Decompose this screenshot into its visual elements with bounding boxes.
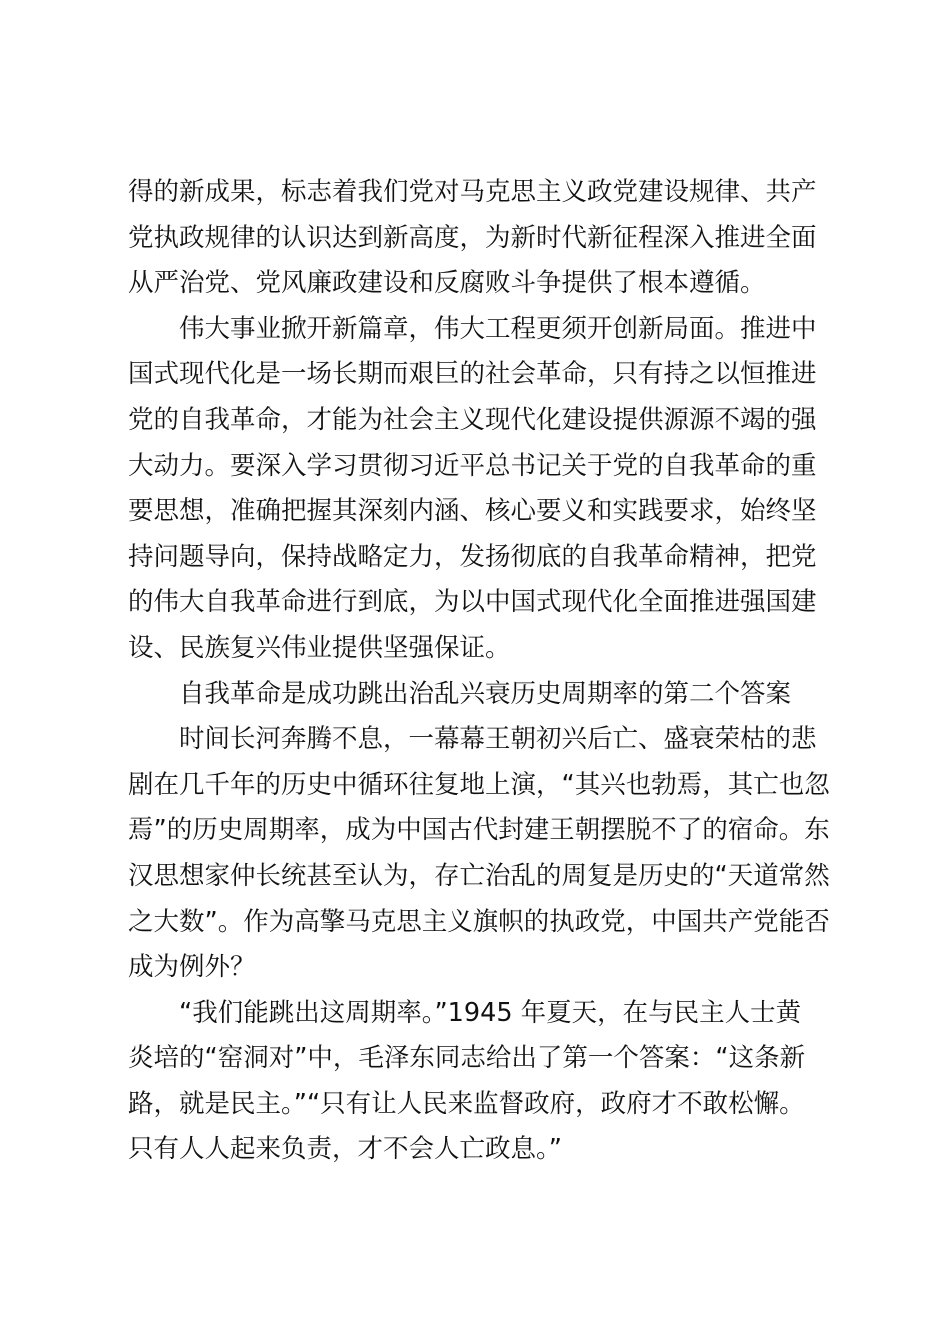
- text-line: 设、民族复兴伟业提供坚强保证。: [128, 632, 511, 663]
- text-line: 党的自我革命，才能为社会主义现代化建设提供源源不竭的强: [128, 404, 817, 435]
- text-line: 焉”的历史周期率，成为中国古代封建王朝摆脱不了的宿命。东: [128, 815, 830, 846]
- text-line: 炎培的“窑洞对”中，毛泽东同志给出了第一个答案：“这条新: [128, 1043, 806, 1074]
- text-line: 只有人人起来负责，才不会人亡政息。”: [128, 1134, 562, 1165]
- text-line: 国式现代化是一场长期而艰巨的社会革命，只有持之以恒推进: [128, 359, 817, 390]
- text-line: 大动力。要深入学习贯彻习近平总书记关于党的自我革命的重: [128, 450, 817, 481]
- section-heading: 自我革命是成功跳出治乱兴衰历史周期率的第二个答案: [179, 678, 792, 709]
- text-line: 党执政规律的认识达到新高度，为新时代新征程深入推进全面: [128, 222, 817, 253]
- text-line: 汉思想家仲长统甚至认为，存亡治乱的周复是历史的“天道常然: [128, 860, 830, 891]
- text-line: 剧在几千年的历史中循环往复地上演，“其兴也勃焉，其亡也忽: [128, 769, 830, 800]
- article-body: [128, 170, 828, 1173]
- text-line: “我们能跳出这周期率。”1945 年夏天，在与民主人士黄: [179, 997, 802, 1028]
- text-line: 持问题导向，保持战略定力，发扬彻底的自我革命精神，把党: [128, 541, 817, 572]
- text-line: 从严治党、党风廉政建设和反腐败斗争提供了根本遵循。: [128, 268, 766, 299]
- text-line: 得的新成果，标志着我们党对马克思主义政党建设规律、共产: [128, 177, 817, 207]
- text-line: 时间长河奔腾不息，一幕幕王朝初兴后亡、盛衰荣枯的悲: [179, 724, 817, 755]
- text-line: 之大数”。作为高擎马克思主义旗帜的执政党，中国共产党能否: [128, 906, 830, 937]
- text-line: 成为例外？: [128, 952, 256, 983]
- text-line: 伟大事业掀开新篇章，伟大工程更须开创新局面。推进中: [179, 313, 817, 344]
- text-line: 要思想，准确把握其深刻内涵、核心要义和实践要求，始终坚: [128, 496, 817, 527]
- text-line: 路，就是民主。”“只有让人民来监督政府，政府才不敢松懈。: [128, 1088, 805, 1119]
- text-line: 的伟大自我革命进行到底，为以中国式现代化全面推进强国建: [128, 587, 817, 618]
